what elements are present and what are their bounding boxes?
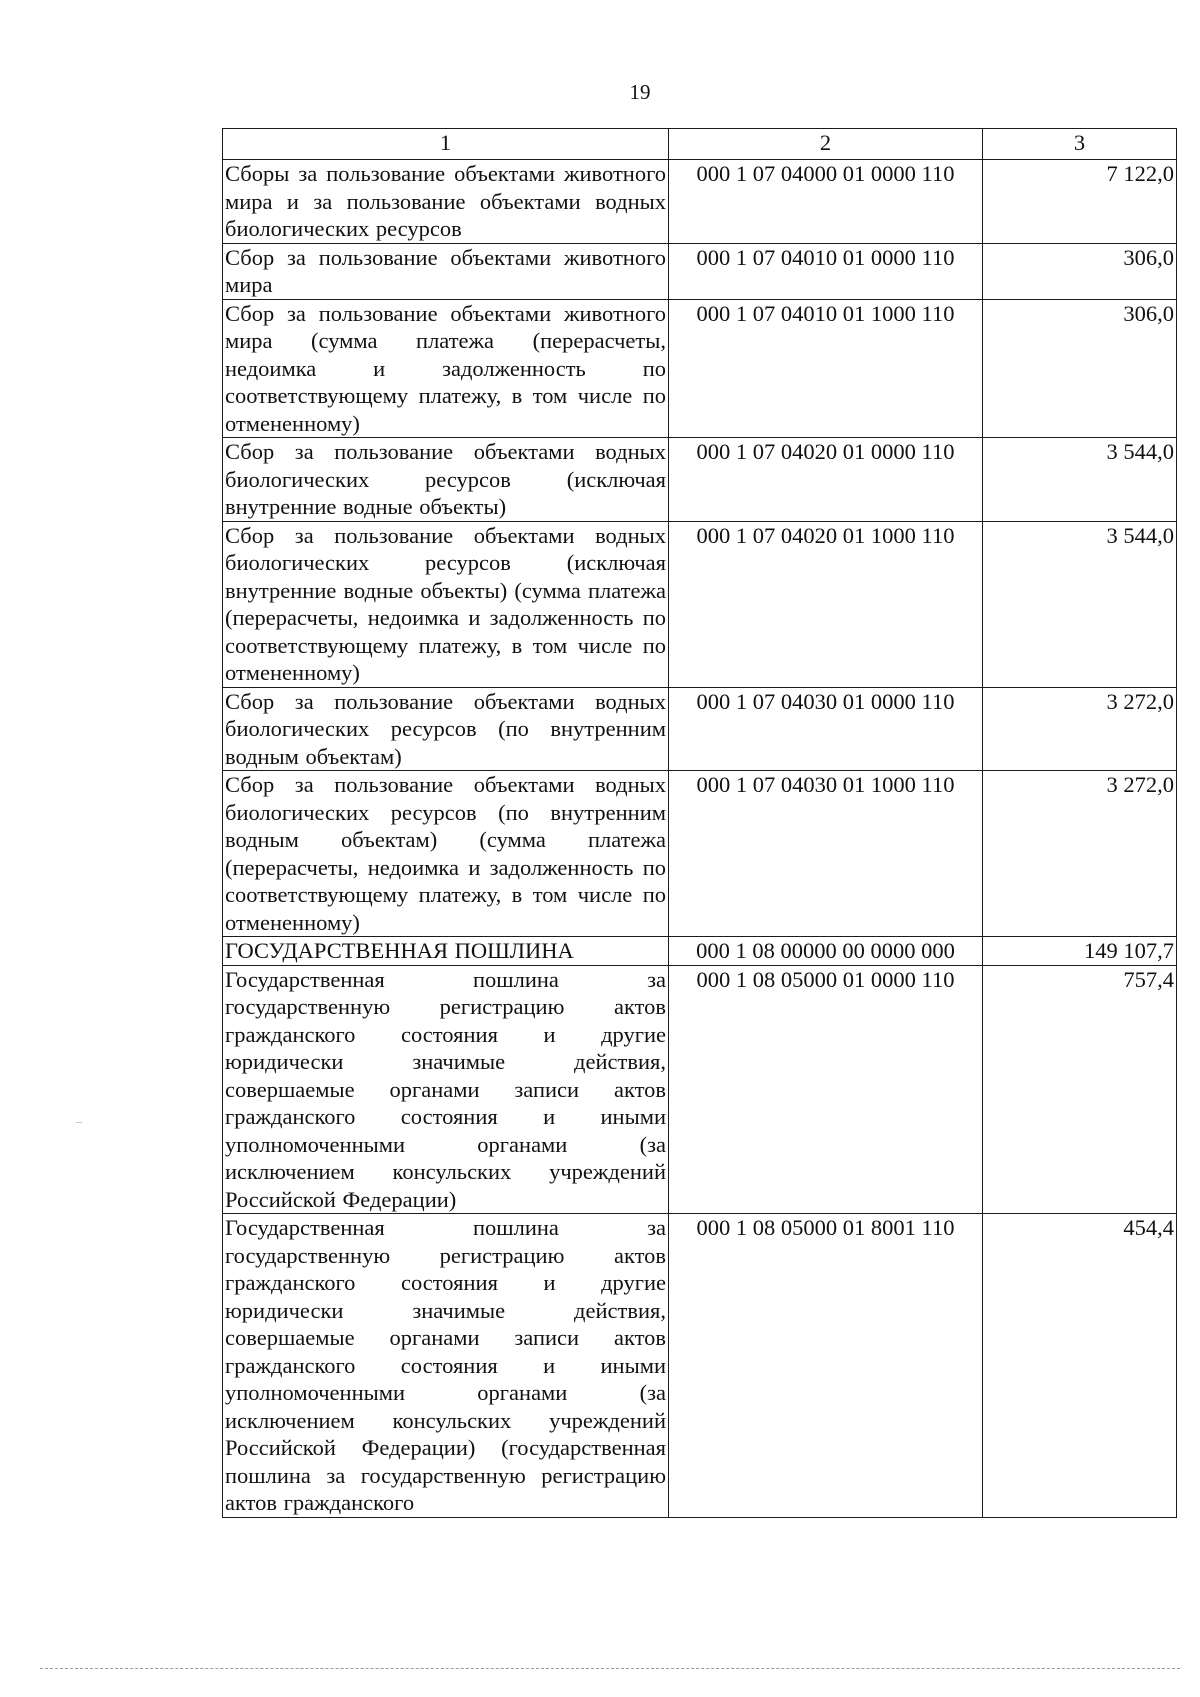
row-value: 3 272,0	[983, 687, 1177, 771]
column-header-3: 3	[983, 129, 1177, 160]
row-name: Сбор за пользование объектами водных биологических ресурсов (по внутренним водным объектам) (сумма платежа (перерасчеты, недоимка и задолженность по соответствующему платежу, в том числе по отмененному)	[223, 771, 669, 937]
page-number: 19	[629, 80, 651, 104]
row-name: ГОСУДАРСТВЕННАЯ ПОШЛИНА	[223, 937, 669, 966]
row-name: Сбор за пользование объектами животного мира (сумма платежа (перерасчеты, недоимка и задолженность по соответствующему платежу, в том числе по отмененному)	[223, 299, 669, 438]
table-row	[223, 521, 1177, 687]
row-code: 000 1 07 04010 01 0000 110	[669, 243, 983, 299]
row-value: 3 272,0	[983, 771, 1177, 937]
row-value: 3 544,0	[983, 438, 1177, 522]
table-row	[223, 438, 1177, 522]
row-code: 000 1 07 04020 01 0000 110	[669, 438, 983, 522]
row-value: 306,0	[983, 243, 1177, 299]
row-name: Государственная пошлина за государственную регистрацию актов гражданского состояния и другие юридически значимые действия, совершаемые органами записи актов гражданского состояния и иными уполномоченными органами (за исключением консульских учреждений Российской Федерации)	[223, 965, 669, 1214]
row-name: Сбор за пользование объектами водных биологических ресурсов (по внутренним водным объектам)	[223, 687, 669, 771]
row-code: 000 1 08 05000 01 8001 110	[669, 1214, 983, 1518]
scan-bottom-rule	[40, 1668, 1180, 1669]
row-name: Сбор за пользование объектами водных биологических ресурсов (исключая внутренние водные объекты) (сумма платежа (перерасчеты, недоимка и задолженность по соответствующему платежу, в том числе по отмененному)	[223, 521, 669, 687]
row-value: 454,4	[983, 1214, 1177, 1518]
row-value: 7 122,0	[983, 160, 1177, 244]
table-row	[223, 771, 1177, 937]
row-name: Сбор за пользование объектами водных биологических ресурсов (исключая внутренние водные объекты)	[223, 438, 669, 522]
row-code: 000 1 07 04000 01 0000 110	[669, 160, 983, 244]
revenue-table	[222, 128, 1177, 1518]
row-value: 757,4	[983, 965, 1177, 1214]
row-code: 000 1 07 04020 01 1000 110	[669, 521, 983, 687]
row-name: Государственная пошлина за государственную регистрацию актов гражданского состояния и другие юридически значимые действия, совершаемые органами записи актов гражданского состояния и иными уполномоченными органами (за исключением консульских учреждений Российской Федерации) (государственная пошлина за государственную регистрацию актов гражданского	[223, 1214, 669, 1518]
column-header-2: 2	[669, 129, 983, 160]
row-value: 149 107,7	[983, 937, 1177, 966]
row-code: 000 1 07 04030 01 1000 110	[669, 771, 983, 937]
table-header-row	[223, 129, 1177, 160]
table-row	[223, 965, 1177, 1214]
table-row	[223, 243, 1177, 299]
table-row	[223, 160, 1177, 244]
row-code: 000 1 07 04010 01 1000 110	[669, 299, 983, 438]
scan-margin-mark	[76, 1122, 82, 1123]
row-value: 306,0	[983, 299, 1177, 438]
row-code: 000 1 07 04030 01 0000 110	[669, 687, 983, 771]
row-code: 000 1 08 00000 00 0000 000	[669, 937, 983, 966]
table-row	[223, 1214, 1177, 1518]
row-code: 000 1 08 05000 01 0000 110	[669, 965, 983, 1214]
table-row	[223, 299, 1177, 438]
row-name: Сборы за пользование объектами животного мира и за пользование объектами водных биологических ресурсов	[223, 160, 669, 244]
row-name: Сбор за пользование объектами животного мира	[223, 243, 669, 299]
table-row	[223, 937, 1177, 966]
column-header-1: 1	[223, 129, 669, 160]
row-value: 3 544,0	[983, 521, 1177, 687]
table-row	[223, 687, 1177, 771]
